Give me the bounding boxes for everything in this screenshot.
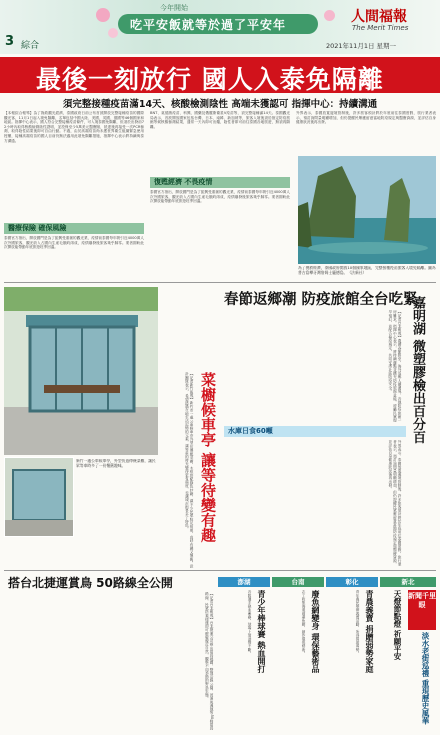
section-divider (4, 570, 436, 571)
region-item-body: 志工收集海邊廢棄魚網，創作環保藝術。 (302, 590, 306, 655)
sub-headline: 須完整接種疫苗滿14天、核酸檢測陰性 高端未獲認可 指揮中心：持續溝通 (62, 99, 378, 110)
region-item-title: 青少年棒球賽 熱血開打 (257, 590, 266, 673)
article-body: 泰國官方指出，開放國門是為了振興受重創的觀光業，疫情前泰國每年吸引近4000萬人次外國旅客，觀光收入占國內生產毛額約兩成，疫情爆發後旅客幾乎歸零。業者期盼此次開放能帶動年底旅遊旺季回溫。 (4, 236, 144, 250)
subhead-medical: 醫療保險 確保風險 (4, 223, 144, 234)
region-item-title: 青農義賣 捐贈弱勢家庭 (365, 590, 374, 673)
section-divider (4, 282, 436, 283)
island-photo (298, 156, 436, 264)
article-body: 【本報綜合報導】為了挽救觀光經濟，泰國政府日前公布首波開放完整接種疫苗的國際觀光客，11月1日起入境免隔離，名單包括中國大陸、美國、英國、德國等46個國家和地區。指揮中心表示，國人符合完整接種疫苗條件，可入境泰國免隔離，但須於出發前72小時內取得核酸檢測陰性證明，並投保至少5萬美元醫療險，抵達後再接受一次PCR檢測，取得陰性結果後即可自由行動。不過，由於高端疫苗尚未獲世界衛生組織緊急使用授權，接種高端疫苗的國人目前仍無法適用此項免隔離措施，指揮中心表示將持續與泰方溝通。 (4, 111, 144, 143)
flower-icon (324, 10, 335, 21)
dateline: 2021年11月1日 星期一 (326, 42, 397, 50)
banner-small-label: 今年開始 (160, 4, 188, 12)
flower-icon (108, 28, 118, 38)
lake-headline: 嘉明湖 微塑膠檢出百分百 (410, 296, 425, 444)
main-headline: 最後一刻放行 國人入泰免隔離 (36, 65, 384, 94)
bus-stop-caption: 新竹一處公車候車亭，外型仿造傳統菜櫥，讓民眾等車時多了一份懷舊趣味。 (76, 459, 156, 468)
bus-stop-headline: 菜櫥候車亭 讓等待變有趣 (199, 372, 217, 543)
region-item-body: 青年農民舉辦義賣活動，所得捐助弱勢。 (356, 590, 360, 655)
paper-logo: 人間福報 (351, 9, 407, 25)
subhead-recovery: 復甦經濟 不畏疫情 (150, 177, 290, 188)
region-tab: 澎湖 (218, 577, 270, 587)
article-body: 泰國官方指出，開放國門是為了振興受重創的觀光業，疫情前泰國每年吸引近4000萬人次外國旅客，觀光收入占國內生產毛額約兩成，疫情爆發後旅客幾乎歸零。業者期盼此次開放能帶動年底旅遊旺季回溫。 (150, 190, 290, 204)
subhead-water: 水庫日食60噸 (224, 426, 406, 437)
region-item-body: 各隊選手熱血參賽，球場上加油聲不斷。 (248, 590, 252, 655)
paper-logo-en: The Merit Times (352, 24, 409, 32)
region-tab: 台南 (272, 577, 324, 587)
bus-stop-detail-photo (4, 457, 74, 537)
region-item-title: 廢魚網變身 環保藝術品 (311, 590, 320, 673)
news-badge: 新聞千里眼 (408, 590, 436, 630)
region-item-title: 天燈節點燈 祈願平安 (393, 590, 402, 661)
region-tab: 彰化 (326, 577, 378, 587)
mrt-headline: 搭台北捷運賞鳥 50路線全公開 (8, 576, 173, 590)
flower-icon (96, 8, 110, 22)
badge-headline: 淡水老街巡禮 重現歷史風華 (421, 632, 430, 725)
spring-festival-headline: 春節返鄉潮 防疫旅館全台吃緊 (224, 292, 418, 308)
bus-stop-photo (4, 287, 158, 455)
bus-stop-body: 【記者新竹報導】新竹市一處公車候車亭外型仿傳統菜櫥，木框搭配綠色紗網，讓不少民眾駐足拍照，直呼有趣又懷舊。設計團隊表示，希望透過在地生活記憶的元素，讓等車的時光變得更有溫度，也讓城市街景多了特色。 (185, 372, 194, 568)
island-photo-caption: 為了挽救經濟，泰國政府開放10個國家地區，完整接種疫苗旅客入境免隔離。圖為普吉島攀牙灣詹姆士龐德島。（法新社） (298, 266, 436, 275)
article-body: 外界表示，泰國放寬邊境管制後，許多旅客預計將於年底前往泰國度假，旅行業者表示，預訂詢問量明顯增加，但仍提醒民眾應留意當地防疫規定與醫療資源，並評估自身健康狀況後再出發。 (296, 111, 436, 125)
banner-title: 吃平安飯就等於過了平安年 (130, 18, 287, 32)
page-number: 3 (5, 34, 15, 49)
water-body: 外界表示，泰國放寬邊境管制後，許多旅客預計將於年底前往泰國度假，旅行業者表示，預訂詢問量明顯增加，但仍提醒民眾應留意當地防疫規定與醫療資源，並評估自身健康狀況後再出發。 (388, 440, 402, 566)
region-tab: 新北 (380, 577, 436, 587)
spring-festival-body: 【記者台北報導】農曆春節將至，海外返鄉人潮湧現，各地防疫旅館一房難求。指揮中心表示，將持續盤點並擴充防疫旅館量能，呼籲民眾提早預訂，並配合檢疫規定，共同守護社區防疫安全。 (388, 310, 402, 422)
article-body: BNT、莫德納疫苗、科興、國藥及俄羅斯衛星V疫苗等，須完整接種滿14天。泰國觀光局表示，首波開放國家包括台灣、日本、南韓、新加坡等，旅客入境後須於指定防疫旅館等候核酸檢測結果，通常一天內即可出爐，陰性者即可前往泰國各地旅遊，無須再隔離。 (150, 111, 290, 129)
mrt-body: 【記者台北報導】台北捷運公司推出賞鳥地圖，整理沿線公園、河濱與濕地等50條賞鳥路線，民眾搭乘捷運即可輕鬆親近自然，觀察不同季節的野鳥生態。 (205, 592, 214, 730)
section-label: 綜合 (21, 41, 40, 51)
